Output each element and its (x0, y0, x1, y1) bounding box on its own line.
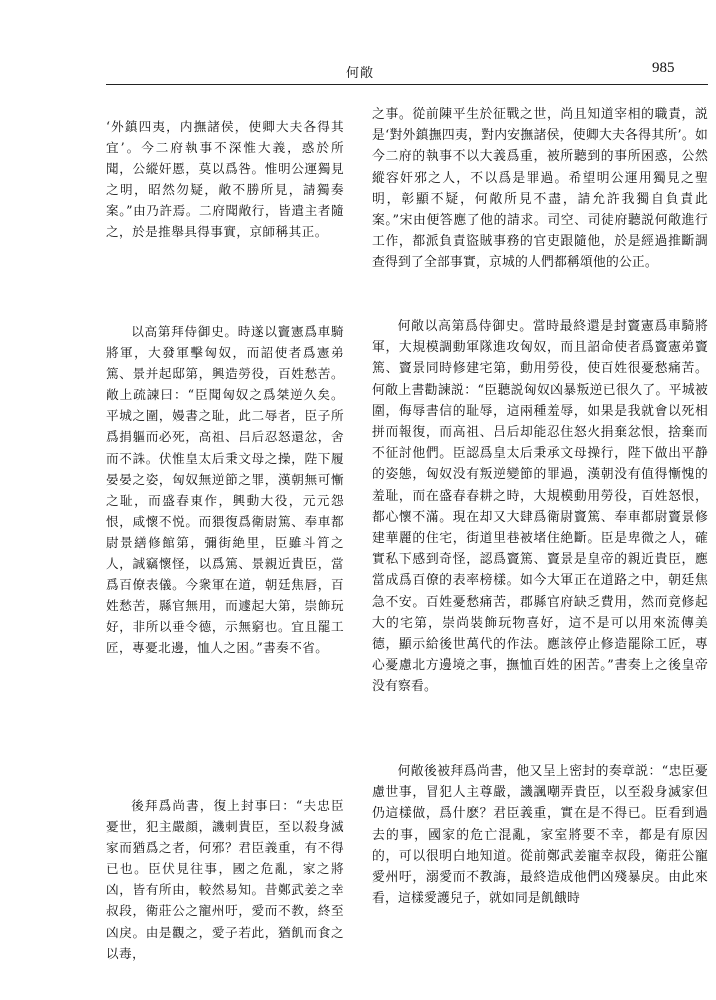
right-paragraph-2: 何敞以高第爲侍御史。當時最終還是封竇憲爲車騎將軍，大規模調動軍隊進攻匈奴，而且詔命使者爲竇憲弟竇篤、竇景同時修建宅第，動用勞役，使百姓很憂愁痛苦。何敞上書勸諫説：“臣聽説匈奴凶暴叛逆已很久了。平城被圍，侮辱書信的耻辱，這兩種羞辱，如果是我就會以死相拼而報復，而高祖、吕后却能忍住怒火捐棄忿恨，捨棄而不征討他們。臣認爲皇太后秉承文母操行，陛下做出平静的姿態，匈奴没有叛逆變節的罪過，漢朝没有值得慚愧的羞耻，而在盛春春耕之時，大規模動用勞役，百姓怒恨，都心懷不滿。現在却又大肆爲衛尉竇篤、奉車都尉竇景修建華麗的住宅，街道里巷被堵住絶斷。臣是卑微之人，確實私下感到奇怪，認爲竇篤、竇景是皇帝的親近貴臣，應當成爲百僚的表率榜樣。如今大軍正在道路之中，朝廷焦急不安。百姓憂愁痛苦，郡縣官府缺乏費用，然而竟修起大的宅第，崇尚裝飾玩物喜好，這不是可以用來流傳美德，顯示給後世萬代的作法。應該停止修造罷除工匠，專心憂慮北方邊境之事，撫恤百姓的困苦。”書奏上之後皇帝没有察看。 (372, 319, 708, 695)
right-paragraph-3: 何敞後被拜爲尚書，他又呈上密封的奏章説：“忠臣憂慮世事，冒犯人主尊嚴，譏諷嘲弄貴臣，以至殺身滅家但仍這樣做，爲什麽？君臣義重，實在是不得已。臣看到過去的事，國家的危亡混亂，家室將要不幸，都是有原因的，可以很明白地知道。從前鄭武姜寵幸叔段，衛莊公寵愛州吁，溺愛而不教誨，最終造成他們凶殘暴戾。由此來看，這樣愛護兒子，就如同是飢餓時 (372, 764, 708, 907)
left-paragraph-3: 後拜爲尚書，復上封事曰：“夫忠臣憂世，犯主嚴顔，譏刺貴臣，至以殺身滅家而猶爲之者，何邪？君臣義重，有不得已也。臣伏見往事，國之危亂，家之將凶，皆有所由，較然易知。昔鄭武姜之幸叔段，衛莊公之寵州吁，愛而不教，終至凶戾。由是觀之，愛子若此，猶飢而食之以毒， (106, 798, 344, 961)
page-number: 985 (652, 60, 675, 76)
running-header-title: 何敞 (345, 66, 374, 81)
right-paragraph-1: 之事。從前陳平生於征戰之世，尚且知道宰相的職責，説是‘對外鎮撫四夷，對内安撫諸侯，使卿大夫各得其所’。如今二府的執事不以大義爲重，被所聽到的事所困惑，公然縱容奸邪之人，不以爲是罪過。希望明公運用獨見之聖明，彰顯不疑，何敞所見不盡，請允許我獨自負責此案。”宋由便答應了他的請求。司空、司徒府聽説何敞進行工作，都派負責盜賊事務的官吏跟隨他，於是經過推斷調查得到了全部事實，京城的人們都稱頌他的公正。 (372, 107, 708, 271)
left-paragraph-2: 以高第拜侍御史。時遂以竇憲爲車騎將軍，大發軍擊匈奴，而詔使者爲憲弟篤、景并起邸第，興造勞役，百姓愁苦。敞上疏諫曰：“臣聞匈奴之爲桀逆久矣。平城之圍，嫚書之耻，此二辱者，臣子所爲捐軀而必死，高祖、吕后忍怒還忿，舍而不誅。伏惟皇太后秉文母之操，陛下履晏晏之姿，匈奴無逆節之罪，漢朝無可慚之耻，而盛春東作，興動大役，元元怨恨，咸懷不悦。而猥復爲衛尉篤、奉車都尉景繕修館第，彌街絶里，臣雖斗筲之人，誠竊懷怪，以爲篤、景親近貴臣，當爲百僚表儀。今衆軍在道，朝廷焦唇，百姓愁苦，縣官無用，而遽起大第，崇飾玩好，非所以垂令德，示無窮也。宜且罷工匠，專憂北邊，恤人之困。”書奏不省。 (106, 324, 344, 656)
header-rule (106, 84, 708, 85)
left-paragraph-1: ‘外鎮四夷，内撫諸侯，使卿大夫各得其宜’。今二府執事不深惟大義，惑於所聞，公縱奸慝，莫以爲咎。惟明公運獨見之明，昭然勿疑，敞不勝所見，請獨奏案。”由乃許焉。二府聞敞行，皆遣主者隨之，於是推舉具得事實，京師稱其正。 (106, 119, 344, 240)
